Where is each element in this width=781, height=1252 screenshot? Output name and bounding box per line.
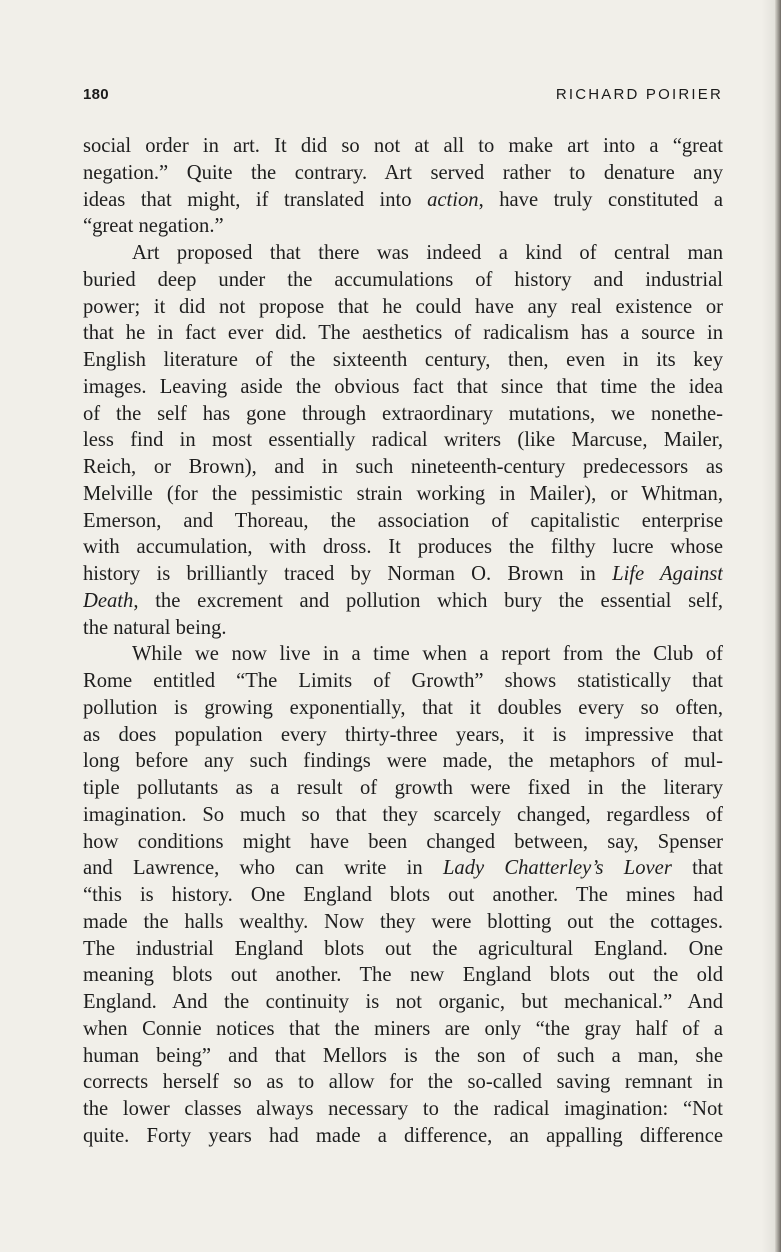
text-line: how conditions might have been changed between, say, Spenser — [83, 830, 723, 853]
text-line: The industrial England blots out the agricultural England. One — [83, 937, 723, 960]
text-line: Emerson, and Thoreau, the association of capitalistic enterprise — [83, 509, 723, 532]
text-line: power; it did not propose that he could have any real existence or — [83, 295, 723, 318]
text-line: made the halls wealthy. Now they were blotting out the cottages. — [83, 910, 723, 933]
text-line: Rome entitled “The Limits of Growth” shows statistically that — [83, 670, 723, 692]
text-line: corrects herself so as to allow for the so-called saving remnant in — [83, 1071, 723, 1094]
text-line: when Connie notices that the miners are only “the gray half of a — [83, 1017, 723, 1040]
text-line: social order in art. It did so not at all to make art into a “great — [83, 135, 723, 157]
text-line: English literature of the sixteenth century, then, even in its key — [83, 349, 723, 371]
text-line: pollution is growing exponentially, that it doubles every so often, — [83, 696, 723, 719]
gutter-shadow — [761, 0, 775, 1252]
text-line: negation.” Quite the contrary. Art served rather to denature any — [83, 161, 723, 184]
book-spine-edge — [775, 0, 781, 1252]
text-line: meaning blots out another. The new England blots out the old — [83, 964, 723, 987]
text-line: imagination. So much so that they scarcely changed, regardless of — [83, 803, 723, 826]
running-head: RICHARD POIRIER — [555, 86, 723, 103]
text-line: with accumulation, with dross. It produces the filthy lucre whose — [83, 536, 723, 559]
text-line: ideas that might, if translated into action, have truly constituted a — [83, 188, 723, 211]
text-line: as does population every thirty-three years, it is impressive that — [83, 723, 723, 746]
text-line: quite. Forty years had made a difference, an appalling difference — [83, 1124, 723, 1147]
text-line: Melville (for the pessimistic strain working in Mailer), or Whitman, — [83, 482, 723, 505]
body-text — [83, 133, 723, 1150]
text-line: images. Leaving aside the obvious fact that since that time the idea — [83, 375, 723, 398]
text-line: Art proposed that there was indeed a kind of central man — [132, 242, 723, 264]
text-line: While we now live in a time when a report from the Club of — [132, 643, 723, 666]
text-line: England. And the continuity is not organic, but mechanical.” And — [83, 991, 723, 1013]
text-line: “this is history. One England blots out another. The mines had — [83, 884, 723, 906]
page-number: 180 — [83, 86, 109, 103]
text-line: long before any such findings were made, the metaphors of mul- — [83, 750, 723, 773]
page-header — [83, 86, 723, 110]
text-line: less find in most essentially radical writers (like Marcuse, Mailer, — [83, 429, 723, 452]
text-line: “great negation.” — [83, 215, 224, 238]
text-line: history is brilliantly traced by Norman O. Brown in Life Against — [83, 563, 723, 585]
text-line: tiple pollutants as a result of growth were fixed in the literary — [83, 777, 723, 799]
text-line: human being” and that Mellors is the son of such a man, she — [83, 1044, 723, 1067]
text-line: the natural being. — [83, 616, 227, 639]
text-line: Death, the excrement and pollution which bury the essential self, — [83, 589, 723, 612]
text-line: that he in fact ever did. The aesthetics of radicalism has a source in — [83, 322, 723, 345]
text-line: and Lawrence, who can write in Lady Chatterley’s Lover that — [83, 857, 723, 880]
text-line: buried deep under the accumulations of history and industrial — [83, 268, 723, 291]
text-line: Reich, or Brown), and in such nineteenth-century predecessors as — [83, 456, 723, 478]
text-line: the lower classes always necessary to the radical imagination: “Not — [83, 1098, 723, 1120]
text-line: of the self has gone through extraordinary mutations, we nonethe- — [83, 402, 723, 425]
